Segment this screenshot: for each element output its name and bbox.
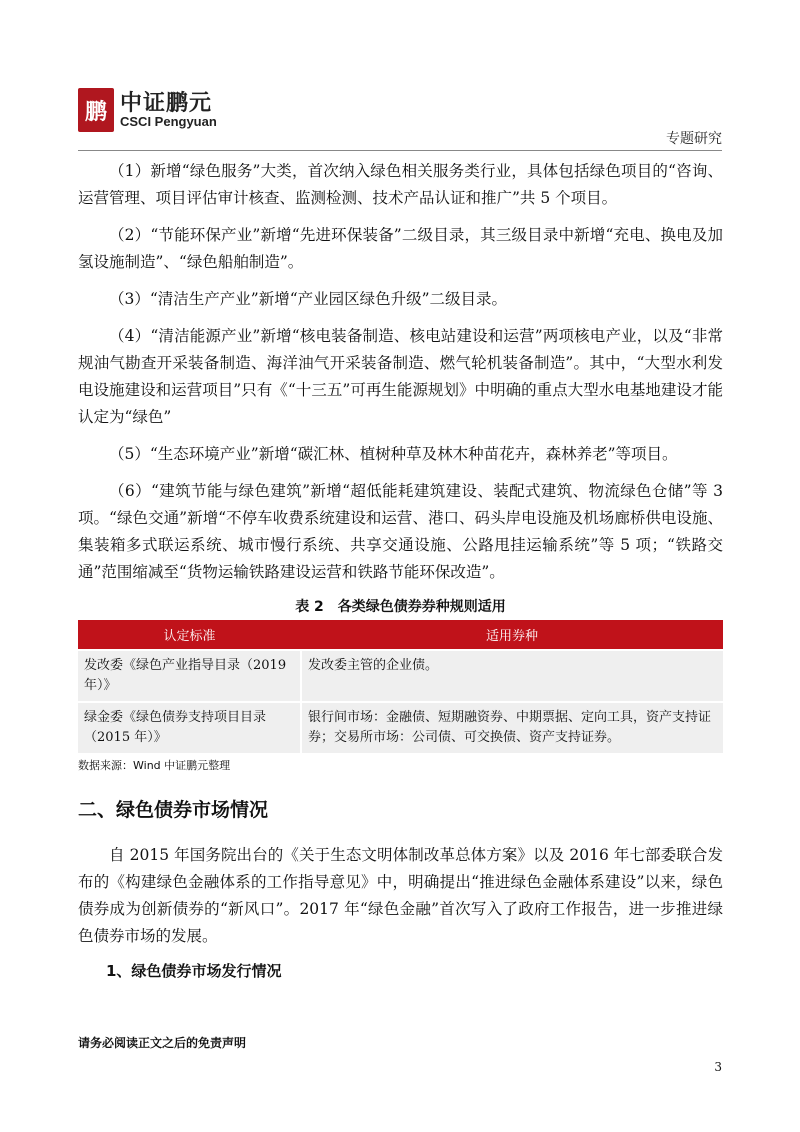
logo-chinese-name: 中证鹏元 xyxy=(120,90,213,116)
table-header-types: 适用券种 xyxy=(301,620,723,650)
subsection-heading: 1、绿色债券市场发行情况 xyxy=(106,962,282,980)
table-row xyxy=(78,702,723,753)
paragraph-3: （3）“清洁生产产业”新增“产业园区绿色升级”二级目录。 xyxy=(109,290,508,308)
logo-seal-icon: 鹏 xyxy=(78,88,114,132)
paragraph-4: （4）“清洁能源产业”新增“核电装备制造、核电站建设和运营”两项核电产业，以及“非常规油气勘查开采装备制造、海洋油气开采装备制造、燃气轮机装备制造”。其中，“大型水利发电设施建设和运营项目”只有《“十三五”可再生能源规划》中明确的重点大型水电基地建设才能认定为“绿色” xyxy=(78,327,723,426)
table-source-note: 数据来源：Wind 中证鹏元整理 xyxy=(78,759,231,772)
bond-rules-table xyxy=(78,620,723,753)
section-paragraph: 自 2015 年国务院出台的《关于生态文明体制改革总体方案》以及 2016 年七部委联合发布的《构建绿色金融体系的工作指导意见》中，明确提出“推进绿色金融体系建设”以来，绿色债券成为创新债券的“新风口”。2017 年“绿色金融”首次写入了政府工作报告，进一步推进绿色债券市场的发展。 xyxy=(78,846,723,945)
paragraph-1: （1）新增“绿色服务”大类，首次纳入绿色相关服务类行业，具体包括绿色项目的“咨询、运营管理、项目评估审计核查、监测检测、技术产品认证和推广”共 5 个项目。 xyxy=(78,162,723,207)
table-cell-standard: 绿金委《绿色债券支持项目目录（2015 年）》 xyxy=(78,702,301,753)
table-row xyxy=(78,650,723,702)
section-heading: 二、绿色债券市场情况 xyxy=(78,799,269,821)
table-cell-types: 发改委主管的企业债。 xyxy=(301,650,723,702)
table-caption: 表 2 各类绿色债券券种规则适用 xyxy=(295,599,506,615)
document-body xyxy=(78,158,723,981)
table-cell-standard: 发改委《绿色产业指导目录（2019 年）》 xyxy=(78,650,301,702)
logo-english-name: CSCI Pengyuan xyxy=(120,113,217,129)
disclaimer-note: 请务必阅读正文之后的免责声明 xyxy=(78,1036,247,1050)
header-divider xyxy=(78,150,722,151)
table-header-row xyxy=(78,620,723,650)
page-number: 3 xyxy=(714,1060,722,1074)
table-cell-types: 银行间市场：金融债、短期融资券、中期票据、定向工具，资产支持证券；交易所市场：公司债、可交换债、资产支持证券。 xyxy=(301,702,723,753)
paragraph-2: （2）“节能环保产业”新增“先进环保装备”二级目录，其三级目录中新增“充电、换电及加氢设施制造”、“绿色船舶制造”。 xyxy=(78,226,723,271)
table-header-standard: 认定标准 xyxy=(78,620,301,650)
company-logo xyxy=(78,88,217,132)
report-type-label: 专题研究 xyxy=(666,131,722,147)
paragraph-6: （6）“建筑节能与绿色建筑”新增“超低能耗建筑建设、装配式建筑、物流绿色仓储”等 3 项。“绿色交通”新增“不停车收费系统建设和运营、港口、码头岸电设施及机场廊桥供电设施、集装箱多式联运系统、城市慢行系统、共享交通设施、公路甩挂运输系统”等 5 项；“铁路交通”范围缩减至“货物运输铁路建设运营和铁路节能环保改造”。 xyxy=(78,482,723,581)
paragraph-5: （5）“生态环境产业”新增“碳汇林、植树种草及林木种苗花卉，森林养老”等项目。 xyxy=(109,445,678,463)
